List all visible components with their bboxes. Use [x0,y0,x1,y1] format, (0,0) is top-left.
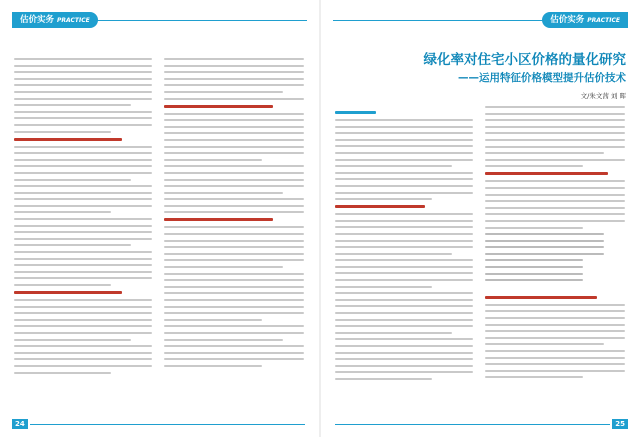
left-page [0,0,319,437]
column-header-en: PRACTICE [587,17,620,24]
section-heading [14,291,122,294]
column-header-left [12,12,98,28]
section-heading [164,218,273,221]
section-heading [485,296,597,299]
section-heading [335,205,425,208]
footer-rule [30,424,305,425]
column-header-title: 估价实务 [550,15,585,25]
section-heading [14,138,122,141]
section-heading [164,105,273,108]
column-header-title: 估价实务 [20,15,55,25]
page-number: 24 [12,419,28,429]
right-page [321,0,640,437]
right-col-2 [485,106,625,383]
page-number: 25 [612,419,628,429]
left-col-1 [14,58,152,378]
footer-left [12,419,28,429]
article-title: 绿化率对住宅小区价格的量化研究 [423,52,626,68]
left-col-2 [164,58,304,372]
header-rule [90,20,307,21]
header-rule [333,20,550,21]
footer-rule [335,424,610,425]
article-title-block [424,52,627,100]
column-header-right [542,12,628,28]
footer-right [612,419,628,429]
article-author: 文/朱文茜 刘 晖 [580,92,626,100]
column-header-en: PRACTICE [57,17,90,24]
right-col-1 [335,106,473,385]
section-heading [485,172,608,175]
article-subtitle: ——运用特征价格模型提升估价技术 [458,72,626,84]
section-heading [335,111,376,114]
